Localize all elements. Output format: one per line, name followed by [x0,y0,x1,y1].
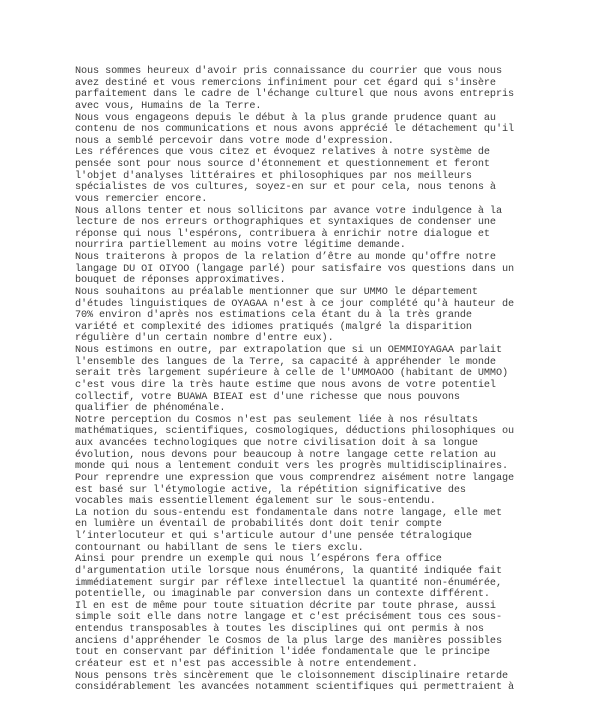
text-line: d'argumentation utile lorsque nous énumérons, la quantité indiquée fait [75,565,502,577]
text-line: tout en conservant par définition l'idée fondamentale que le principe [75,647,490,659]
text-line: Nous sommes heureux d'avoir pris connaissance du courrier que vous nous [75,66,502,77]
text-line: réponse qui nous l'espérons, contribuera à enrichir notre dialogue et [75,228,490,240]
text-line: contenu de nos communications et nous avons apprécié le détachement qu'il [75,124,514,136]
text-line: simple soit elle dans notre langage et c'est précisément tous ces sous- [75,612,502,624]
text-line: d'études linguistiques de OYAGAA n'est à ce jour complété qu'à hauteur de [75,298,514,310]
text-line: contournant ou habillant de sens le tiers exclu. [75,542,364,554]
text-line: pensée sont pour nous source d'étonnement et questionnement et feront [75,159,490,170]
text-line: en lumière un éventail de probabilités dont doit tenir compte [75,519,442,531]
text-line: bouquet de réponses approximatives. [75,275,286,287]
text-line: collectif, votre BUAWA BIEAI est d'une richesse que nous pouvons [75,391,460,403]
text-line: Notre perception du Cosmos n'est pas seulement liée à nos résultats [75,414,478,426]
text-line: langage DU OI OIYOO (langage parlé) pour satisfaire vos questions dans un [75,263,514,275]
text-line: potentielle, ou imaginable par conversion dans un contexte différent. [75,589,490,601]
text-line: monde qui nous a lentement conduit vers les progrès multidisciplinaires. [75,461,508,473]
text-line: Nous vous engageons depuis le début à la plus grande prudence quant au [75,112,496,124]
text-line: La notion du sous-entendu est fondamentale dans notre langage, elle met [75,507,502,519]
text-line: vous remercier encore. [75,193,208,205]
text-line: créateur est et n'est pas accessible à notre entendement. [75,658,418,670]
text-line: nous a semblé percevoir dans votre mode d'expression. [75,135,394,147]
text-line: évolution, nous devons pour beaucoup à notre langage cette relation au [75,449,496,461]
text-line: entendus transposables à toutes les disciplines qui ont permis à nos [75,624,484,635]
text-line: nourrira partiellement au moins votre légitime demande. [75,240,406,252]
text-line: 70% environ d'après nos estimations cela étant du à la très grande [75,310,472,322]
text-line: l’interlocuteur et qui s'articule autour d'une pensée tétralogique [75,531,472,542]
text-line: serait très largement supérieure à celle de l'UMMOAOO (habitant de UMMO) [75,368,508,380]
text-line: Nous souhaitons au préalable mentionner que sur UMMO le département [75,286,478,298]
text-line: Nous traiterons à propos de la relation d’être au monde qu'offre notre [75,252,496,263]
text-line: Pour reprendre une expression que vous comprendrez aisément notre langage [75,472,514,484]
document-body [75,66,545,694]
text-line: avec vous, Humains de la Terre. [75,100,262,112]
text-line: Nous allons tenter et nous sollicitons par avance votre indulgence à la [75,205,502,217]
text-line: variété et complexité des idiomes pratiqués (malgré la disparition [75,321,472,333]
text-line: parfaitement dans le cadre de l'échange culturel que nous avons entrepris [75,89,514,101]
text-line: l'ensemble des langues de la Terre, sa capacité à appréhender le monde [75,356,496,368]
text-line: Il en est de même pour toute situation décrite par toute phrase, aussi [75,600,496,612]
text-line: mathématiques, scientifiques, cosmologiques, déductions philosophiques ou [75,426,514,438]
text-line: lecture de nos erreurs orthographiques et syntaxiques de condenser une [75,217,496,229]
text-line: avez destiné et vous remercions infiniment pour cet égard qui s'insère [75,77,496,89]
text-line: spécialistes de vos cultures, soyez-en sur et pour cela, nous tenons à [75,182,496,194]
text-line: l'objet d'analyses littéraires et philosophiques par nos meilleurs [75,170,472,182]
text-line: régulière d'un certain nombre d'entre eux). [75,333,334,345]
text-line: considérablement les avancées notamment scientifiques qui permettraient à [75,682,514,694]
text-line: Ainsi pour prendre un exemple qui nous l’espérons fera office [75,554,442,566]
text-line: Les références que vous citez et évoquez relatives à notre système de [75,147,490,159]
text-line: est basé sur l'étymologie active, la répétition significative des [75,484,466,496]
text-line: aux avancées technologiques que notre civilisation doit à sa longue [75,438,478,449]
text-line: c'est vous dire la très haute estime que nous avons de votre potentiel [75,379,496,391]
text-line: vocables mais essentiellement également sur le sous-entendu. [75,496,436,508]
text-line: anciens d'appréhender le Cosmos de la plus large des manières possibles [75,635,502,647]
text-line: immédiatement surgir par réflexe intellectuel la quantité non-énumérée, [75,577,502,589]
text-line: qualifier de phénoménale. [75,403,226,415]
text-line: Nous estimons en outre, par extrapolation que si un OEMMIOYAGAA parlait [75,345,502,356]
text-line: Nous pensons très sincèrement que le cloisonnement disciplinaire retarde [75,670,508,682]
